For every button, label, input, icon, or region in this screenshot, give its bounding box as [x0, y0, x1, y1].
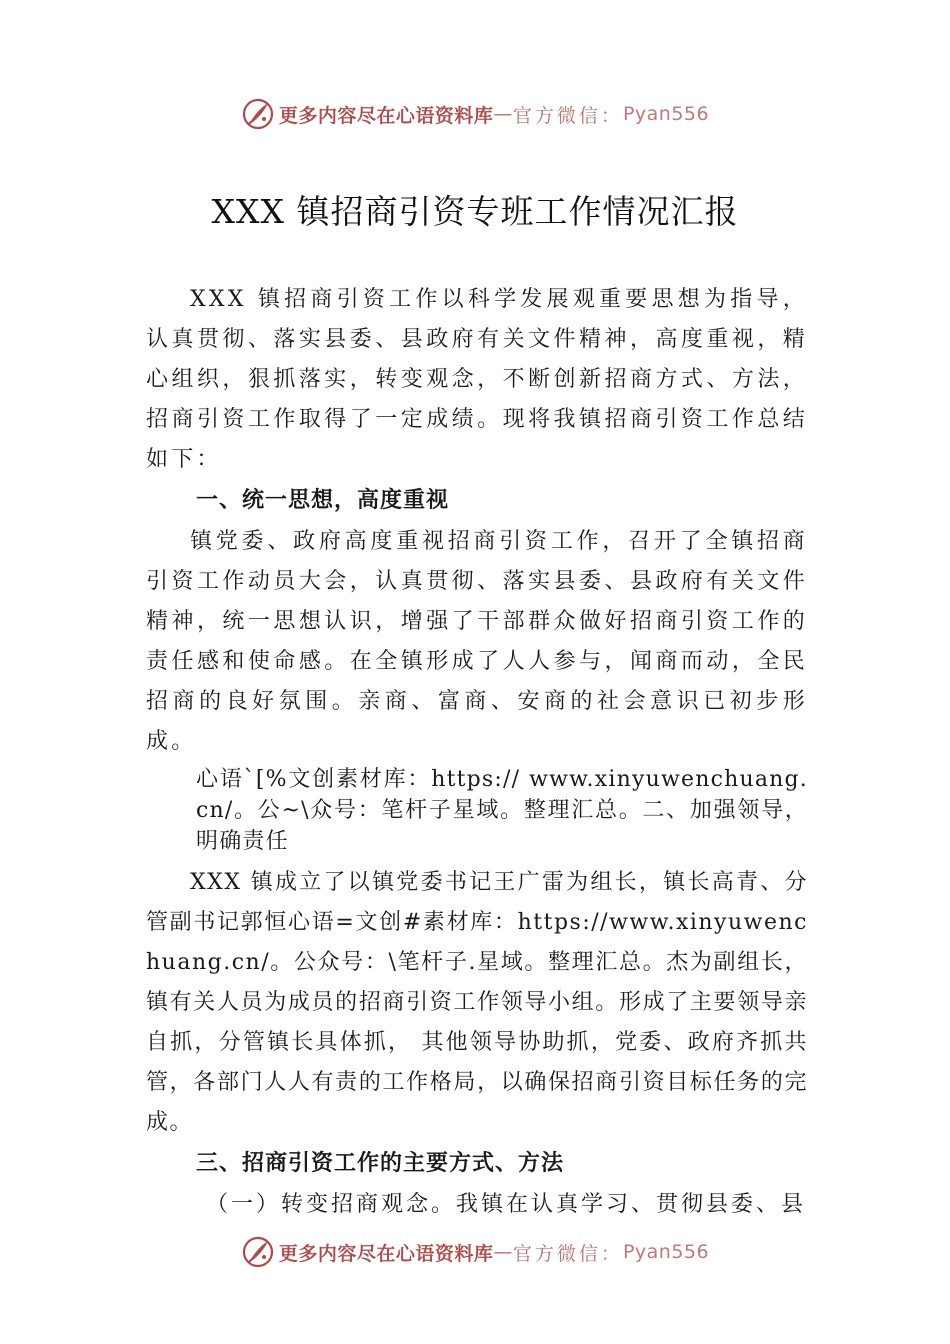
banner-weixin-id: Pyan556 — [622, 1241, 710, 1263]
watermark-paragraph: 心语`[%文创素材库：https:// www.xinyuwenchuang.cn/。公~\众号：笔杆子星域。整理汇总。二、加强领导，明确责任 — [196, 767, 808, 854]
banner-dash: — — [493, 1241, 513, 1263]
section-2-paragraph: XXX 镇成立了以镇党委书记王广雷为组长，镇长高青、分管副书记郭恒心语=文创#素材库：https://www.xinyuwenchuang.cn/。公众号：\笔杆子.星域。整理汇总。杰为副组长，镇有关人员为成员的招商引资工作领导小组。形成了主要领导亲自抓，分管镇长具体抓， 其他领导协助抓，党委、政府齐抓共管，各部门人人有责的工作格局，以确保招商引资目标任务的完成。 — [146, 870, 808, 1135]
footer-banner — [0, 1232, 950, 1272]
banner-weixin-label: 官方微信： — [512, 104, 623, 127]
section-3-item-1: （一）转变招商观念。我镇在认真学习、贯彻县委、县 — [206, 1192, 807, 1217]
section-1-paragraph: 镇党委、政府高度重视招商引资工作，召开了全镇招商引资工作动员大会，认真贯彻、落实县委、县政府有关文件精神，统一思想认识，增强了干部群众做好招商引资工作的责任感和使命感。在全镇形成了人人参与，闻商而动，全民招商的良好氛围。亲商、富商、安商的社会意识已初步形成。 — [146, 529, 808, 754]
banner-dash: — — [493, 103, 513, 125]
intro-paragraph: XXX 镇招商引资工作以科学发展观重要思想为指导，认真贯彻、落实县委、县政府有关文件精神，高度重视，精心组织，狠抓落实，转变观念，不断创新招商方式、方法，招商引资工作取得了一定成绩。现将我镇招商引资工作总结如下： — [146, 287, 808, 472]
banner-text: 更多内容尽在心语资料库 — [278, 1242, 494, 1265]
header-banner — [0, 94, 950, 134]
banner-weixin-id: Pyan556 — [622, 103, 710, 125]
quill-seal-icon — [241, 1235, 275, 1269]
document-body — [146, 280, 808, 1225]
section-heading-1: 一、统一思想，高度重视 — [196, 488, 450, 513]
banner-weixin-label: 官方微信： — [512, 1242, 623, 1265]
document-title: XXX 镇招商引资专班工作情况汇报 — [211, 192, 739, 231]
quill-seal-icon — [241, 97, 275, 131]
section-heading-3: 三、招商引资工作的主要方式、方法 — [196, 1151, 565, 1176]
banner-text: 更多内容尽在心语资料库 — [278, 104, 494, 127]
